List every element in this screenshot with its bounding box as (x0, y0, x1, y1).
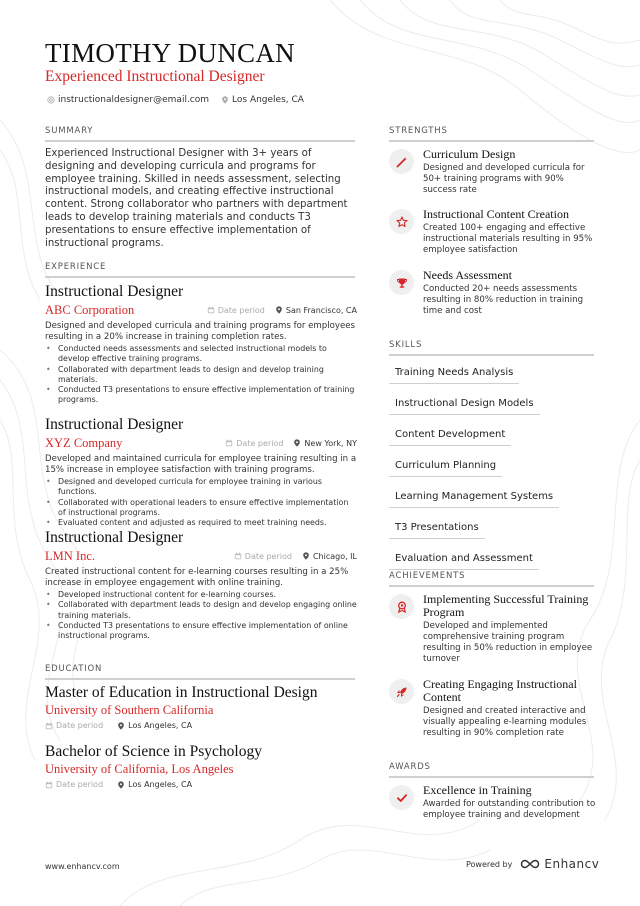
strength-description: Created 100+ engaging and effective instructional materials resulting in 95% employee satisfaction (423, 223, 593, 255)
education-entry (45, 684, 357, 730)
location-text: Los Angeles, CA (128, 780, 193, 789)
location-pin-icon (117, 722, 125, 730)
infinity-logo-icon (520, 858, 540, 870)
skill-tag: Content Development (389, 424, 511, 446)
degree-title: Master of Education in Instructional Design (45, 684, 318, 701)
job-location (275, 306, 357, 315)
date-period (45, 780, 103, 789)
list-item: • Collaborated with department leads to design and develop training materials. (45, 365, 357, 386)
company-name: XYZ Company (45, 435, 123, 450)
calendar-icon (225, 439, 233, 447)
job-title: Instructional Designer (45, 283, 184, 300)
location-text: Los Angeles, CA (232, 95, 304, 105)
powered-by-label: Powered by (466, 859, 513, 869)
candidate-name: TIMOTHY DUNCAN (45, 38, 295, 68)
achievement-description: Designed and created interactive and visually appealing e-learning modules resulting in 90% completion rate (423, 706, 587, 738)
strength-title: Needs Assessment (423, 268, 512, 282)
date-text: Date period (56, 780, 104, 789)
strength-item (389, 269, 599, 317)
job-bullets (45, 477, 357, 528)
medal-icon (389, 594, 414, 619)
award-description: Awarded for outstanding contribution to employee training and development (423, 799, 596, 820)
skill-tag: Curriculum Planning (389, 455, 502, 477)
list-item: • Developed instructional content for e-learning courses. (45, 590, 357, 600)
experience-entry (45, 283, 357, 406)
rocket-icon (389, 679, 414, 704)
job-description: Developed and maintained curricula for employee training resulting in a 15% increase in employee satisfaction with training programs. (45, 454, 357, 475)
date-text: Date period (217, 305, 265, 315)
date-text: Date period (244, 551, 292, 561)
location-text: New York, NY (304, 438, 357, 448)
location-text: Los Angeles, CA (128, 721, 193, 730)
list-item: • Conducted T3 presentations to ensure effective implementation of training programs. (45, 385, 357, 406)
email-text: instructionaldesigner@email.com (58, 95, 210, 105)
job-description: Designed and developed curricula and training programs for employees resulting in a 20% increase in training completion rates. (45, 321, 356, 342)
location-text: San Francisco, CA (285, 305, 357, 315)
skills-section-title: SKILLS (389, 340, 594, 356)
achievement-item (389, 678, 599, 739)
education-section-title: EDUCATION (45, 664, 355, 680)
strength-title: Instructional Content Creation (423, 207, 569, 221)
strength-description: Designed and developed curricula for 50+ training programs with 90% success rate (423, 163, 585, 195)
calendar-icon (45, 722, 53, 730)
list-item: • Evaluated content and adjusted as required to meet training needs. (45, 518, 357, 528)
award-item (389, 784, 599, 821)
date-text: Date period (56, 721, 104, 730)
brand-logo (520, 857, 599, 871)
location-pin-icon (302, 552, 310, 560)
calendar-icon (207, 306, 215, 314)
school-name: University of California, Los Angeles (45, 762, 234, 776)
education-location (117, 780, 192, 789)
experience-section-title: EXPERIENCE (45, 262, 355, 278)
summary-text: Experienced Instructional Designer with 3+ years of designing and developing curricula and programs for employee training. Skilled in needs assessment, selecting instructional models, and creating effective instructional content. Strong collaborator who partners with department leads to develop training materials and conducts T3 presentations to ensure effective implementation of instructional programs. (45, 148, 348, 249)
degree-title: Bachelor of Science in Psychology (45, 743, 262, 760)
job-bullets (45, 344, 357, 406)
experience-entry (45, 416, 357, 528)
achievement-item (389, 593, 599, 665)
skill-tag: Evaluation and Assessment (389, 548, 539, 570)
skill-tag: Learning Management Systems (389, 486, 559, 508)
date-period (45, 721, 103, 730)
company-name: ABC Corporation (45, 302, 135, 317)
strengths-section-title: STRENGTHS (389, 126, 594, 142)
award-title: Excellence in Training (423, 783, 532, 797)
strength-item (389, 208, 599, 256)
star-icon (389, 209, 414, 234)
trophy-icon (389, 270, 414, 295)
skill-tag: T3 Presentations (389, 517, 485, 539)
job-title: Instructional Designer (45, 529, 184, 546)
job-description: Created instructional content for e-learning courses resulting in a 25% increase in employee engagement with online training. (45, 567, 349, 588)
contact-info (47, 95, 304, 105)
date-period (234, 552, 292, 561)
date-period (207, 306, 265, 315)
calendar-icon (45, 781, 53, 789)
magic-wand-icon (389, 149, 414, 174)
calendar-icon (234, 552, 242, 560)
footer-branding[interactable] (466, 857, 599, 871)
date-text: Date period (236, 438, 284, 448)
achievement-title: Creating Engaging Instructional Content (423, 677, 577, 704)
job-bullets (45, 590, 357, 641)
location-pin-icon (293, 439, 301, 447)
achievement-description: Developed and implemented comprehensive training program resulting in 50% reduction in employee turnover (423, 621, 593, 664)
date-period (225, 439, 283, 448)
location-pin-icon (275, 306, 283, 314)
company-name: LMN Inc. (45, 548, 95, 563)
location-pin-icon (221, 96, 229, 104)
strength-item (389, 148, 599, 196)
skill-tag: Instructional Design Models (389, 393, 540, 415)
list-item: • Collaborated with department leads to design and develop engaging online training materials. (45, 600, 357, 621)
brand-name: Enhancv (544, 857, 600, 871)
candidate-role: Experienced Instructional Designer (45, 68, 265, 85)
school-name: University of Southern California (45, 703, 214, 717)
list-item: • Conducted T3 presentations to ensure effective implementation of online instructional programs. (45, 621, 357, 642)
at-icon (47, 96, 55, 104)
summary-section-title: SUMMARY (45, 126, 355, 142)
job-location (293, 439, 357, 448)
job-location (302, 552, 357, 561)
location-item (221, 95, 304, 105)
list-item: • Collaborated with operational leaders to ensure effective implementation of instructional programs. (45, 498, 357, 519)
location-pin-icon (117, 781, 125, 789)
achievements-section-title: ACHIEVEMENTS (389, 571, 594, 587)
education-entry (45, 743, 357, 789)
location-text: Chicago, IL (312, 551, 357, 561)
job-title: Instructional Designer (45, 416, 184, 433)
strength-title: Curriculum Design (423, 147, 516, 161)
experience-entry (45, 529, 357, 641)
achievement-title: Implementing Successful Training Program (423, 592, 589, 619)
checkmark-icon (389, 785, 414, 810)
skills-list (389, 360, 599, 577)
education-location (117, 721, 192, 730)
awards-section-title: AWARDS (389, 762, 594, 778)
skill-tag: Training Needs Analysis (389, 362, 519, 384)
email-item[interactable] (47, 95, 209, 105)
list-item: • Designed and developed curricula for employee training in various functions. (45, 477, 357, 498)
strength-description: Conducted 20+ needs assessments resulting in 80% reduction in training time and cost (423, 284, 584, 316)
footer-website-link[interactable]: www.enhancv.com (45, 862, 120, 871)
list-item: • Conducted needs assessments and selected instructional models to develop effective training programs. (45, 344, 357, 365)
